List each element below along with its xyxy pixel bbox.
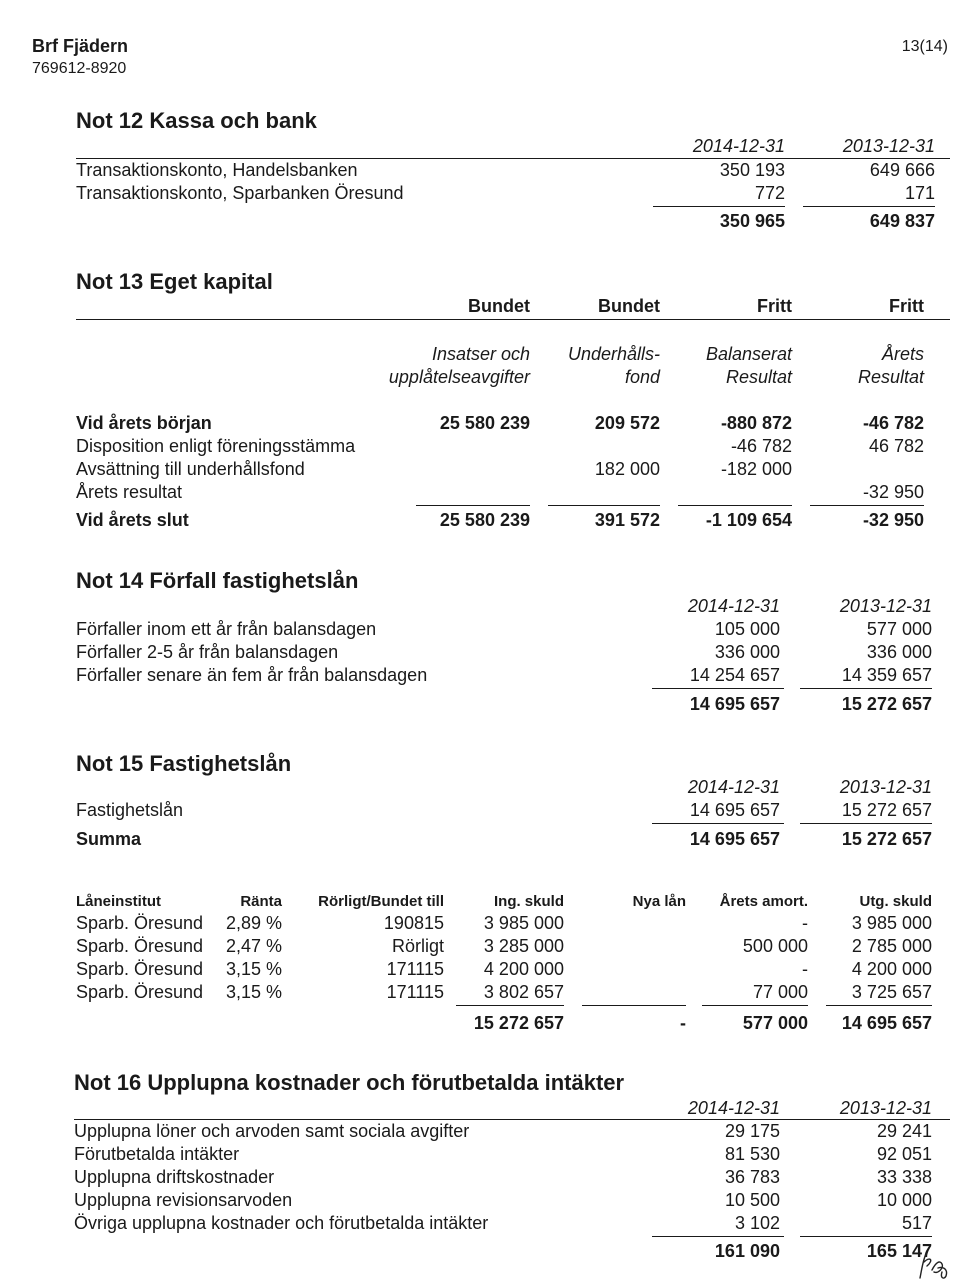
n13-cell: 209 572 bbox=[594, 413, 660, 433]
initials-signature bbox=[914, 1248, 954, 1282]
n12-total: 649 837 bbox=[869, 211, 935, 231]
loan-cell: - bbox=[802, 913, 808, 933]
sum-rule bbox=[456, 1005, 564, 1006]
n16-row-value: 29 241 bbox=[876, 1121, 932, 1141]
loan-col-head: Låneinstitut bbox=[76, 893, 161, 910]
loan-total: 14 695 657 bbox=[841, 1013, 932, 1033]
n13-row-label: Vid årets början bbox=[76, 413, 212, 433]
note-14-title: Not 14 Förfall fastighetslån bbox=[76, 568, 359, 593]
sum-rule bbox=[803, 206, 935, 207]
page-number: 13(14) bbox=[901, 38, 948, 55]
n16-header-rule bbox=[74, 1119, 950, 1120]
n13-row-label: Årets resultat bbox=[76, 482, 183, 502]
n13-sub-head: Underhålls- bbox=[567, 344, 660, 364]
n13-cell: 25 580 239 bbox=[439, 413, 530, 433]
n15-total-label: Summa bbox=[76, 829, 142, 849]
org-number: 769612-8920 bbox=[32, 60, 127, 77]
n13-cell: -46 782 bbox=[730, 436, 792, 456]
loan-cell: Sparb. Öresund bbox=[76, 959, 204, 979]
n16-row-label: Upplupna löner och arvoden samt sociala avgifter bbox=[74, 1121, 470, 1141]
n14-row-value: 14 359 657 bbox=[841, 665, 932, 685]
n16-row-value: 10 500 bbox=[724, 1190, 780, 1210]
loan-col-head: Nya lån bbox=[632, 893, 686, 910]
n12-header-rule bbox=[76, 158, 950, 159]
org-name: Brf Fjädern bbox=[32, 36, 129, 56]
n12-row-label: Transaktionskonto, Handelsbanken bbox=[76, 160, 358, 180]
sum-rule bbox=[582, 1005, 686, 1006]
loan-total: 15 272 657 bbox=[473, 1013, 564, 1033]
n13-row-label: Disposition enligt föreningsstämma bbox=[76, 436, 356, 456]
note-15-title: Not 15 Fastighetslån bbox=[76, 751, 292, 776]
loan-cell: Sparb. Öresund bbox=[76, 913, 204, 933]
note-13-title: Not 13 Eget kapital bbox=[76, 269, 273, 294]
n13-col-head: Fritt bbox=[889, 296, 924, 316]
loan-cell: 3 985 000 bbox=[483, 913, 564, 933]
n15-row-value: 14 695 657 bbox=[689, 800, 780, 820]
n14-total: 14 695 657 bbox=[689, 694, 780, 714]
loan-cell: 2,89 % bbox=[225, 913, 282, 933]
loan-cell: 171115 bbox=[386, 959, 444, 979]
loan-cell: 3 725 657 bbox=[851, 982, 932, 1002]
n15-row-value: 15 272 657 bbox=[841, 800, 932, 820]
loan-cell: 3 802 657 bbox=[483, 982, 564, 1002]
n13-col-head: Bundet bbox=[598, 296, 660, 316]
n13-row-label: Vid årets slut bbox=[76, 510, 189, 530]
n13-sub-head: upplåtelseavgifter bbox=[388, 367, 530, 387]
loan-total: 577 000 bbox=[742, 1013, 808, 1033]
sum-rule bbox=[800, 823, 932, 824]
loan-cell: 4 200 000 bbox=[483, 959, 564, 979]
n14-row-value: 14 254 657 bbox=[689, 665, 780, 685]
n13-cell: -46 782 bbox=[862, 413, 924, 433]
n12-row-value: 350 193 bbox=[719, 160, 785, 180]
n12-total: 350 965 bbox=[719, 211, 785, 231]
n14-row-value: 336 000 bbox=[714, 642, 780, 662]
n12-row-value: 171 bbox=[904, 183, 935, 203]
sum-rule bbox=[652, 1236, 784, 1237]
sum-rule bbox=[653, 206, 785, 207]
sum-rule bbox=[826, 1005, 932, 1006]
n14-total: 15 272 657 bbox=[841, 694, 932, 714]
n13-sub-head: Resultat bbox=[857, 367, 924, 387]
n13-header-rule bbox=[76, 319, 950, 320]
n12-col-2013: 2013-12-31 bbox=[842, 136, 935, 156]
n14-row-value: 105 000 bbox=[714, 619, 780, 639]
n13-cell: 25 580 239 bbox=[439, 510, 530, 530]
loan-cell: 190815 bbox=[383, 913, 444, 933]
n16-row-label: Övriga upplupna kostnader och förutbetalda intäkter bbox=[74, 1213, 489, 1233]
loan-cell: 77 000 bbox=[752, 982, 808, 1002]
n12-row-value: 772 bbox=[754, 183, 785, 203]
n14-col-2013: 2013-12-31 bbox=[839, 596, 932, 616]
loan-cell: 3,15 % bbox=[225, 959, 282, 979]
n13-sub-head: Årets bbox=[881, 344, 924, 364]
loan-col-head: Utg. skuld bbox=[859, 893, 932, 910]
loan-total: - bbox=[680, 1013, 686, 1033]
n14-row-value: 336 000 bbox=[866, 642, 932, 662]
loan-cell: 171115 bbox=[386, 982, 444, 1002]
n14-col-2014: 2014-12-31 bbox=[687, 596, 780, 616]
n13-sub-head: fond bbox=[624, 367, 660, 387]
n13-sub-head: Balanserat bbox=[705, 344, 792, 364]
n13-cell: 182 000 bbox=[594, 459, 660, 479]
sum-rule bbox=[800, 1236, 932, 1237]
n12-row-value: 649 666 bbox=[869, 160, 935, 180]
loan-cell: - bbox=[802, 959, 808, 979]
note-16-title: Not 16 Upplupna kostnader och förutbetalda intäkter bbox=[74, 1070, 625, 1095]
n14-row-label: Förfaller 2-5 år från balansdagen bbox=[76, 642, 339, 662]
n15-total: 14 695 657 bbox=[689, 829, 780, 849]
loan-col-head: Ing. skuld bbox=[493, 893, 564, 910]
n16-col-2013: 2013-12-31 bbox=[839, 1098, 932, 1118]
n13-col-head: Fritt bbox=[757, 296, 792, 316]
n16-row-value: 3 102 bbox=[734, 1213, 780, 1233]
n13-sub-head: Insatser och bbox=[431, 344, 530, 364]
n16-total: 161 090 bbox=[714, 1241, 780, 1261]
loan-cell: 500 000 bbox=[742, 936, 808, 956]
n15-col-2014: 2014-12-31 bbox=[687, 777, 780, 797]
sum-rule bbox=[702, 1005, 808, 1006]
sum-rule bbox=[678, 505, 792, 506]
n13-row-label: Avsättning till underhållsfond bbox=[76, 459, 305, 479]
n16-row-value: 517 bbox=[901, 1213, 932, 1233]
sum-rule bbox=[800, 688, 932, 689]
sum-rule bbox=[548, 505, 660, 506]
n16-row-label: Upplupna revisionsarvoden bbox=[74, 1190, 293, 1210]
n14-row-label: Förfaller senare än fem år från balansdagen bbox=[76, 665, 428, 685]
loan-cell: 2,47 % bbox=[225, 936, 282, 956]
sum-rule bbox=[652, 823, 784, 824]
note-12-title: Not 12 Kassa och bank bbox=[76, 108, 317, 133]
loan-cell: Rörligt bbox=[391, 936, 444, 956]
loan-cell: Sparb. Öresund bbox=[76, 936, 204, 956]
loan-cell: 4 200 000 bbox=[851, 959, 932, 979]
n12-row-label: Transaktionskonto, Sparbanken Öresund bbox=[76, 183, 404, 203]
loan-col-head: Årets amort. bbox=[719, 893, 808, 910]
n15-total: 15 272 657 bbox=[841, 829, 932, 849]
n16-col-2014: 2014-12-31 bbox=[687, 1098, 780, 1118]
n15-row-label: Fastighetslån bbox=[76, 800, 184, 820]
n13-sub-head: Resultat bbox=[725, 367, 792, 387]
loan-cell: 3,15 % bbox=[225, 982, 282, 1002]
n12-col-2014: 2014-12-31 bbox=[692, 136, 785, 156]
n16-row-value: 81 530 bbox=[724, 1144, 780, 1164]
loan-cell: 3 285 000 bbox=[483, 936, 564, 956]
loan-col-head: Rörligt/Bundet till bbox=[318, 893, 444, 910]
n16-row-value: 36 783 bbox=[724, 1167, 780, 1187]
n13-cell: -32 950 bbox=[862, 510, 924, 530]
sum-rule bbox=[652, 688, 784, 689]
n16-row-value: 33 338 bbox=[876, 1167, 932, 1187]
n13-cell: 46 782 bbox=[868, 436, 924, 456]
n15-col-2013: 2013-12-31 bbox=[839, 777, 932, 797]
n13-col-head: Bundet bbox=[468, 296, 530, 316]
n13-cell: -1 109 654 bbox=[705, 510, 792, 530]
n16-row-label: Upplupna driftskostnader bbox=[74, 1167, 275, 1187]
n16-row-value: 10 000 bbox=[876, 1190, 932, 1210]
sum-rule bbox=[810, 505, 924, 506]
sum-rule bbox=[416, 505, 530, 506]
n16-row-value: 92 051 bbox=[876, 1144, 932, 1164]
loan-cell: 3 985 000 bbox=[851, 913, 932, 933]
n13-cell: -880 872 bbox=[720, 413, 792, 433]
n13-cell: -182 000 bbox=[720, 459, 792, 479]
n16-row-value: 29 175 bbox=[724, 1121, 780, 1141]
n14-row-value: 577 000 bbox=[866, 619, 932, 639]
n16-total: 165 147 bbox=[866, 1241, 932, 1261]
loan-cell: 2 785 000 bbox=[851, 936, 932, 956]
n14-row-label: Förfaller inom ett år från balansdagen bbox=[76, 619, 377, 639]
n16-row-label: Förutbetalda intäkter bbox=[74, 1144, 240, 1164]
loan-col-head: Ränta bbox=[240, 893, 282, 910]
n13-cell: -32 950 bbox=[862, 482, 924, 502]
loan-cell: Sparb. Öresund bbox=[76, 982, 204, 1002]
n13-cell: 391 572 bbox=[594, 510, 660, 530]
